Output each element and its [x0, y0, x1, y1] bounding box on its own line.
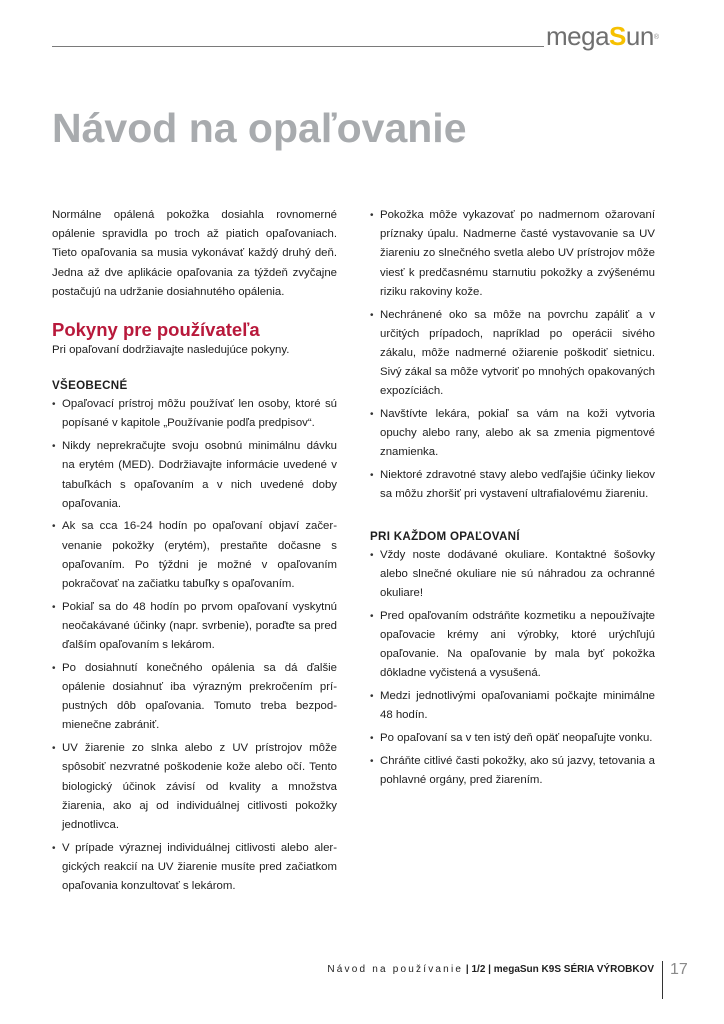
section-intro: Pri opaľovaní dodržiavajte nasledujúce pokyny. — [52, 344, 290, 357]
footer-part: 1/2 — [471, 964, 486, 975]
general-list-continued — [370, 206, 655, 505]
header-rule — [52, 46, 544, 47]
each-session-heading: PRI KAŽDOM OPAĽOVANÍ — [370, 529, 520, 543]
footer-caption — [327, 963, 654, 977]
list-item: • Medzi jednotlivými opaľovaniami počkajte minimálne 48 hodín. — [370, 687, 655, 725]
list-item: • Vždy noste dodávané okuliare. Kontaktné šošovky alebo slnečné okuliare nie sú náhradou za ochranné okuliare! — [370, 546, 655, 604]
each-session-list — [370, 546, 655, 790]
list-item: • Po dosiahnutí konečného opálenia sa dá ďalšie opálenie dosiahnuť iba výrazným prekročením prípustných dôb opaľovania. Tomuto treba bezpodmienečne zabrániť. — [52, 659, 337, 736]
section-heading: Pokyny pre používateľa — [52, 319, 260, 341]
registered-mark: ® — [653, 34, 659, 41]
general-heading: VŠEOBECNÉ — [52, 379, 128, 393]
footer-separator: | — [485, 964, 494, 975]
left-column — [52, 206, 337, 900]
logo-suffix: un — [625, 21, 654, 51]
footer-separator: | — [463, 964, 472, 975]
list-item: • Navštívte lekára, pokiaľ sa vám na koži vytvoria opuchy alebo rany, alebo ak sa zmenia pigmentové znamienka. — [370, 405, 655, 463]
logo-prefix: mega — [546, 21, 610, 51]
list-item: • Opaľovací prístroj môžu používať len osoby, ktoré sú popísané v kapitole „Používanie podľa predpisov“. — [52, 395, 337, 433]
page-title: Návod na opaľovanie — [52, 105, 467, 151]
megasun-logo — [546, 21, 658, 51]
list-item: • Pokiaľ sa do 48 hodín po prvom opaľovaní vyskytnú neočakávané účinky (napr. svrbenie), poraďte sa pred ďalším opaľovaním s lekárom. — [52, 598, 337, 656]
right-column — [370, 206, 655, 793]
general-list — [52, 395, 337, 896]
list-item: • Po opaľovaní sa v ten istý deň opäť neopaľujte vonku. — [370, 729, 655, 748]
footer-series: megaSun K9S SÉRIA VÝROBKOV — [493, 964, 654, 975]
list-item: • Pred opaľovaním odstráňte kozmetiku a nepoužívajte opaľovacie krémy ani výrobky, ktoré urýchľujú opaľovanie. Na opaľovanie by mala byť pokožka dôkladne vyčistená a vysušená. — [370, 607, 655, 684]
list-item: • V prípade výraznej individuálnej citlivosti alebo alergických reakcií na UV žiarenie musíte pred začiatkom opaľovania konzultovať s lekárom. — [52, 839, 337, 897]
list-item: • Nechránené oko sa môže na povrchu zapáliť a v určitých prípadoch, napríklad po operácii sivého zákalu, môže nadmerné ožiarenie poškodiť sietnicu. Sivý zákal sa môže vytvoriť po mnohých opakovaných expozíciách. — [370, 306, 655, 402]
list-item: • Nikdy neprekračujte svoju osobnú minimálnu dávku na erytém (MED). Dodržiavajte informácie uvedené v tabuľkách s opaľovaním a v nich uvedené doby opaľovania. — [52, 437, 337, 514]
page-number: 17 — [670, 961, 688, 978]
intro-paragraph: Normálne opálená pokožka dosiahla rovnomerné opálenie spravidla po troch až piatich opaľovaniach. Tieto opaľovania sa musia vykonávať každý druhý deň. Jedna až dve aplikácie opaľovania za týždeň zvyčajne postačujú na udržanie dosiahnutého opálenia. — [52, 209, 337, 298]
list-item: • Niektoré zdravotné stavy alebo vedľajšie účinky liekov sa môžu zhoršiť pri vystavení ultrafialovému žiareniu. — [370, 466, 655, 504]
footer-doc-name: Návod na používanie — [327, 964, 464, 975]
logo-accent-letter: S — [609, 21, 626, 51]
footer-divider — [662, 961, 663, 999]
list-item: • UV žiarenie zo slnka alebo z UV prístrojov môže spôsobiť nezvratné poškodenie kože alebo očí. Tento biologický účinok závisí od kvality a množstva žiarenia, ako aj od individuálnej citlivosti pokožky jednotlivca. — [52, 739, 337, 835]
list-item: • Ak sa cca 16-24 hodín po opaľovaní objaví začervenanie pokožky (erytém), prestaňte dočasne s opaľovaním. Po týždni je možné v opaľovaním pokračovať na začiatku tabuľky s opaľovaním. — [52, 517, 337, 594]
list-item: • Chráňte citlivé časti pokožky, ako sú jazvy, tetovania a pohlavné orgány, pred žiarením. — [370, 752, 655, 790]
list-item: • Pokožka môže vykazovať po nadmernom ožarovaní príznaky úpalu. Nadmerne časté vystavovanie sa UV žiareniu zo slnečného svetla alebo UV prístrojov môže viesť k predčasnému starnutiu pokožky a zvýšenému riziku rakoviny kože. — [370, 206, 655, 302]
